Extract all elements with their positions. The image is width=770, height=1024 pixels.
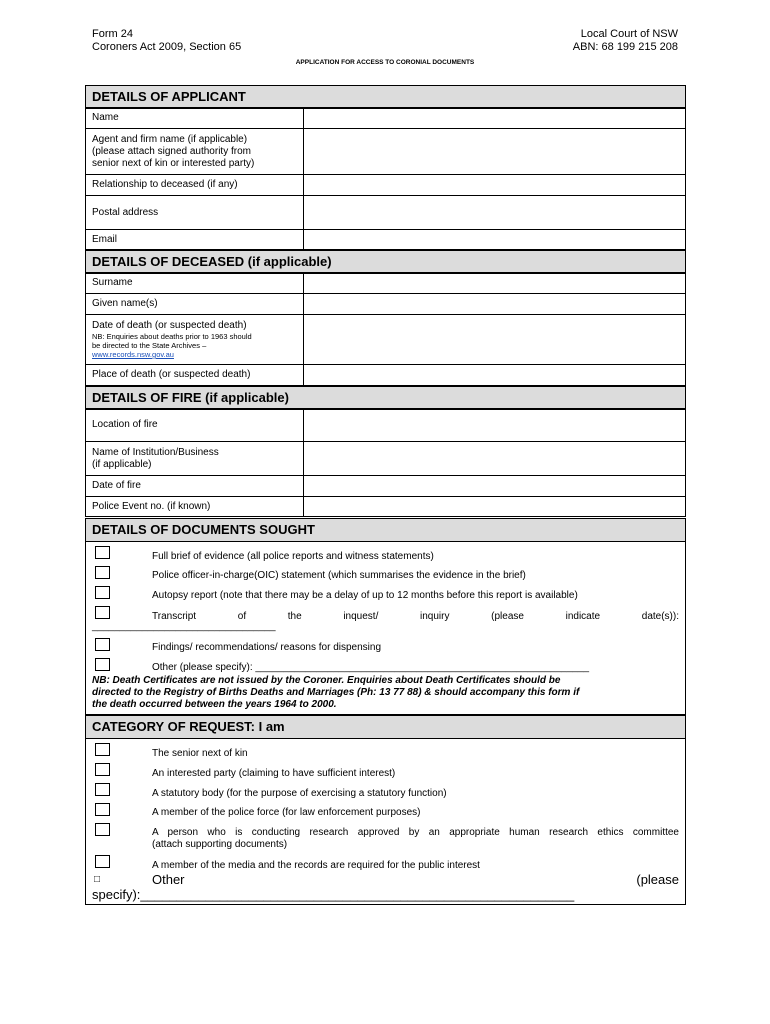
court-name: Local Court of NSW [580,28,678,40]
email-field[interactable] [304,230,686,250]
label-police-event: Police Event no. (if known) [86,497,304,517]
documents-box [85,541,686,715]
checkbox-police-force[interactable] [95,803,110,816]
option-transcript: Transcript of the inquest/ inquiry (please indicate date(s)): [152,611,679,622]
checkbox-other-document[interactable] [95,658,110,671]
checkbox-full-brief[interactable] [95,546,110,559]
section-heading-category: CATEGORY OF REQUEST: I am [85,715,686,739]
label-surname: Surname [86,273,304,294]
deceased-table [85,272,686,386]
label-name: Name [86,108,304,129]
postal-address-field[interactable] [304,196,686,230]
option-autopsy-report: Autopsy report (note that there may be a delay of up to 12 months before this report is available) [152,590,578,601]
form-header-left [92,28,241,54]
checkbox-oic-statement[interactable] [95,566,110,579]
date-of-death-field[interactable] [304,315,686,365]
surname-field[interactable] [304,273,686,294]
option-other-category: Other [152,872,185,887]
label-location-of-fire: Location of fire [86,409,304,442]
abn-number: ABN: 68 199 215 208 [572,41,678,53]
checkbox-statutory-body[interactable] [95,783,110,796]
checkbox-media[interactable] [95,855,110,868]
label-given-names: Given name(s) [86,294,304,315]
option-oic-statement: Police officer-in-charge(OIC) statement (which summarises the evidence in the brief) [152,570,526,581]
given-names-field[interactable] [304,294,686,315]
form-header-right [573,28,678,54]
option-researcher: A person who is conducting research approved by an appropriate human research ethics committee (attach supporting documents) [152,827,679,850]
police-event-field[interactable] [304,497,686,517]
other-specify-line[interactable]: specify):____________________________________________________________ [92,887,575,902]
option-statutory-body: A statutory body (for the purpose of exercising a statutory function) [152,788,447,799]
option-other-document[interactable]: Other (please specify): ____________________________________________________________ [152,662,590,673]
category-box [85,738,686,905]
option-media: A member of the media and the records are required for the public interest [152,860,480,871]
records-link[interactable]: www.records.nsw.gov.au [92,350,174,359]
agent-field[interactable] [304,129,686,175]
form-number: Form 24 [92,28,133,40]
section-heading-deceased: DETAILS OF DECEASED (if applicable) [85,250,686,274]
label-institution: Name of Institution/Business (if applicable) [86,442,304,476]
label-place-of-death: Place of death (or suspected death) [86,365,304,386]
checkbox-findings[interactable] [95,638,110,651]
label-email: Email [86,230,304,250]
label-agent: Agent and firm name (if applicable) (please attach signed authority from senior next of kin or interested party) [86,129,304,175]
section-heading-applicant: DETAILS OF APPLICANT [85,85,686,109]
option-full-brief: Full brief of evidence (all police reports and witness statements) [152,551,434,562]
label-relationship: Relationship to deceased (if any) [86,175,304,196]
document-title: APPLICATION FOR ACCESS TO CORONIAL DOCUMENTS [295,59,475,66]
section-heading-documents: DETAILS OF DOCUMENTS SOUGHT [85,518,686,542]
checkbox-transcript[interactable] [95,606,110,619]
place-of-death-field[interactable] [304,365,686,386]
transcript-dates-line[interactable]: _________________________________ [92,621,276,632]
label-date-of-fire: Date of fire [86,476,304,497]
checkbox-autopsy-report[interactable] [95,586,110,599]
relationship-field[interactable] [304,175,686,196]
label-postal-address: Postal address [86,196,304,230]
death-certificate-note: NB: Death Certificates are not issued by the Coroner. Enquiries about Death Certificates should be directed to the Registry of Births Deaths and Marriages (Ph: 13 77 88) & should accompany this form if the death occurred between the years 1964 to 2000. [92,675,580,710]
option-interested-party: An interested party (claiming to have sufficient interest) [152,768,396,779]
date-of-fire-field[interactable] [304,476,686,497]
act-reference: Coroners Act 2009, Section 65 [92,41,242,53]
name-field[interactable] [304,108,686,129]
option-findings: Findings/ recommendations/ reasons for dispensing [152,642,382,653]
checkbox-interested-party[interactable] [95,763,110,776]
section-heading-fire: DETAILS OF FIRE (if applicable) [85,386,686,410]
archives-note: NB: Enquiries about deaths prior to 1963 should [92,332,252,341]
location-of-fire-field[interactable] [304,409,686,442]
fire-table [85,408,686,517]
label-date-of-death: Date of death (or suspected death) NB: Enquiries about deaths prior to 1963 should be directed to the State Archives – www.records.nsw.gov.au [86,315,304,365]
option-police-force: A member of the police force (for law enforcement purposes) [152,807,421,818]
checkbox-other-category[interactable]: □ [94,874,101,885]
other-please-text: (please [636,872,679,887]
checkbox-researcher[interactable] [95,823,110,836]
institution-field[interactable] [304,442,686,476]
option-senior-next-of-kin: The senior next of kin [152,748,248,759]
applicant-table [85,107,686,250]
checkbox-senior-next-of-kin[interactable] [95,743,110,756]
